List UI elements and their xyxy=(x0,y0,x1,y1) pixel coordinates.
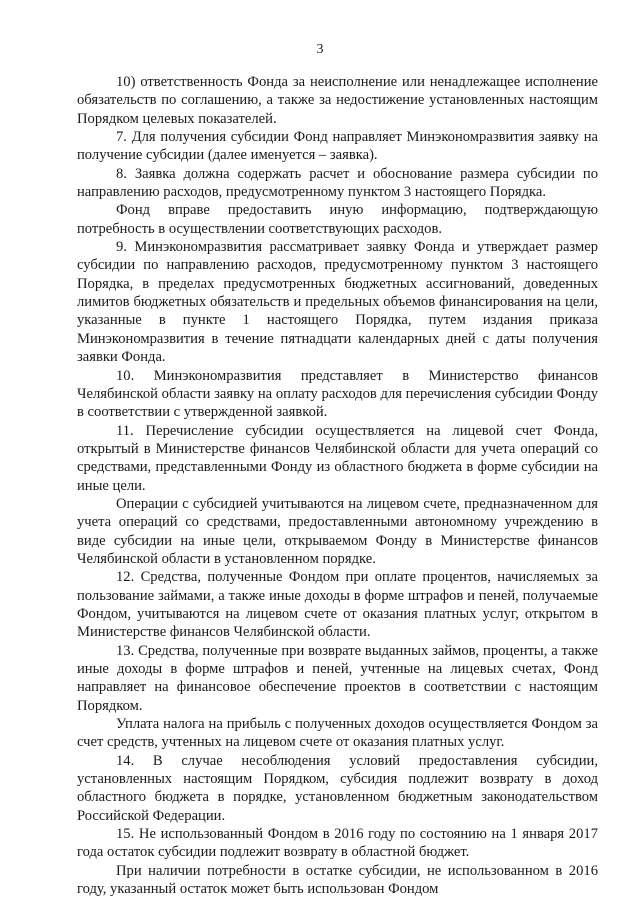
paragraph-11-accounting: Операции с субсидией учитываются на лицевом счете, предназначенном для учета операций со средствами, предоставленными автономному учреждению в виде субсидии на иные цели, открываемом Фонду в Министерстве финансов Челябинской области в установленном порядке. xyxy=(77,495,598,567)
paragraph-11-transfer: 11. Перечисление субсидии осуществляется на лицевой счет Фонда, открытый в Министерстве финансов Челябинской области для учета операций со средствами, представленными Фонду из областного бюджета в форме субсидии на иные цели. xyxy=(77,422,598,494)
paragraph-13-loan-returns: 13. Средства, полученные при возврате выданных займов, проценты, а также иные доходы в форме штрафов и пеней, учтенные на лицевых счетах, Фонд направляет на финансовое обеспечение проектов в соответствии с настоящим Порядком. xyxy=(77,642,598,714)
paragraph-12-interest-income: 12. Средства, полученные Фондом при оплате процентов, начисляемых за пользование займами, а также иные доходы в форме штрафов и пеней, получаемые Фондом, учитываются на лицевом счете от оказания платных услуг, открытом в Министерстве финансов Челябинской области. xyxy=(77,569,598,641)
paragraph-9-review: 9. Минэкономразвития рассматривает заявку Фонда и утверждает размер субсидии по направлению расходов, предусмотренному пунктом 3 настоящего Порядка, в пределах предусмотренных бюджетных ассигнований, доведенных лимитов бюджетных обязательств и предельных объемов финансирования на цели, указанные в пункте 1 настоящего Порядка, путем издания приказа Минэкономразвития в течение пятнадцати календарных дней с даты получения заявки Фонда. xyxy=(77,239,598,366)
document-body xyxy=(77,73,598,898)
paragraph-14-refund: 14. В случае несоблюдения условий предоставления субсидии, установленных настоящим Порядком, субсидия подлежит возврату в доход областного бюджета в порядке, установленном бюджетным законодательством Российской Федерации. xyxy=(77,752,598,824)
paragraph-8-additional-info: Фонд вправе предоставить иную информацию, подтверждающую потребность в осуществлении соответствующих расходов. xyxy=(77,202,598,237)
paragraph-15-unused-balance: 15. Не использованный Фондом в 2016 году по состоянию на 1 января 2017 года остаток субсидии подлежит возврату в областной бюджет. xyxy=(77,826,598,861)
paragraph-7-application: 7. Для получения субсидии Фонд направляет Минэкономразвития заявку на получение субсидии (далее именуется – заявка). xyxy=(77,129,598,164)
paragraph-8-application-content: 8. Заявка должна содержать расчет и обоснование размера субсидии по направлению расходов, предусмотренному пунктом 3 настоящего Порядка. xyxy=(77,165,598,201)
paragraph-13-profit-tax: Уплата налога на прибыль с полученных доходов осуществляется Фондом за счет средств, учтенных на лицевом счете от оказания платных услуг. xyxy=(77,716,598,751)
page-number: 3 xyxy=(316,42,324,57)
paragraph-item-10-responsibility: 10) ответственность Фонда за неисполнение или ненадлежащее исполнение обязательств по соглашению, а также за недостижение установленных настоящим Порядком целевых показателей. xyxy=(77,74,598,127)
paragraph-10-payment-request: 10. Минэкономразвития представляет в Министерство финансов Челябинской области заявку на оплату расходов для перечисления субсидии Фонду в соответствии с утвержденной заявкой. xyxy=(77,367,598,421)
paragraph-15-balance-use: При наличии потребности в остатке субсидии, не использованном в 2016 году, указанный остаток может быть использован Фондом xyxy=(77,862,598,898)
